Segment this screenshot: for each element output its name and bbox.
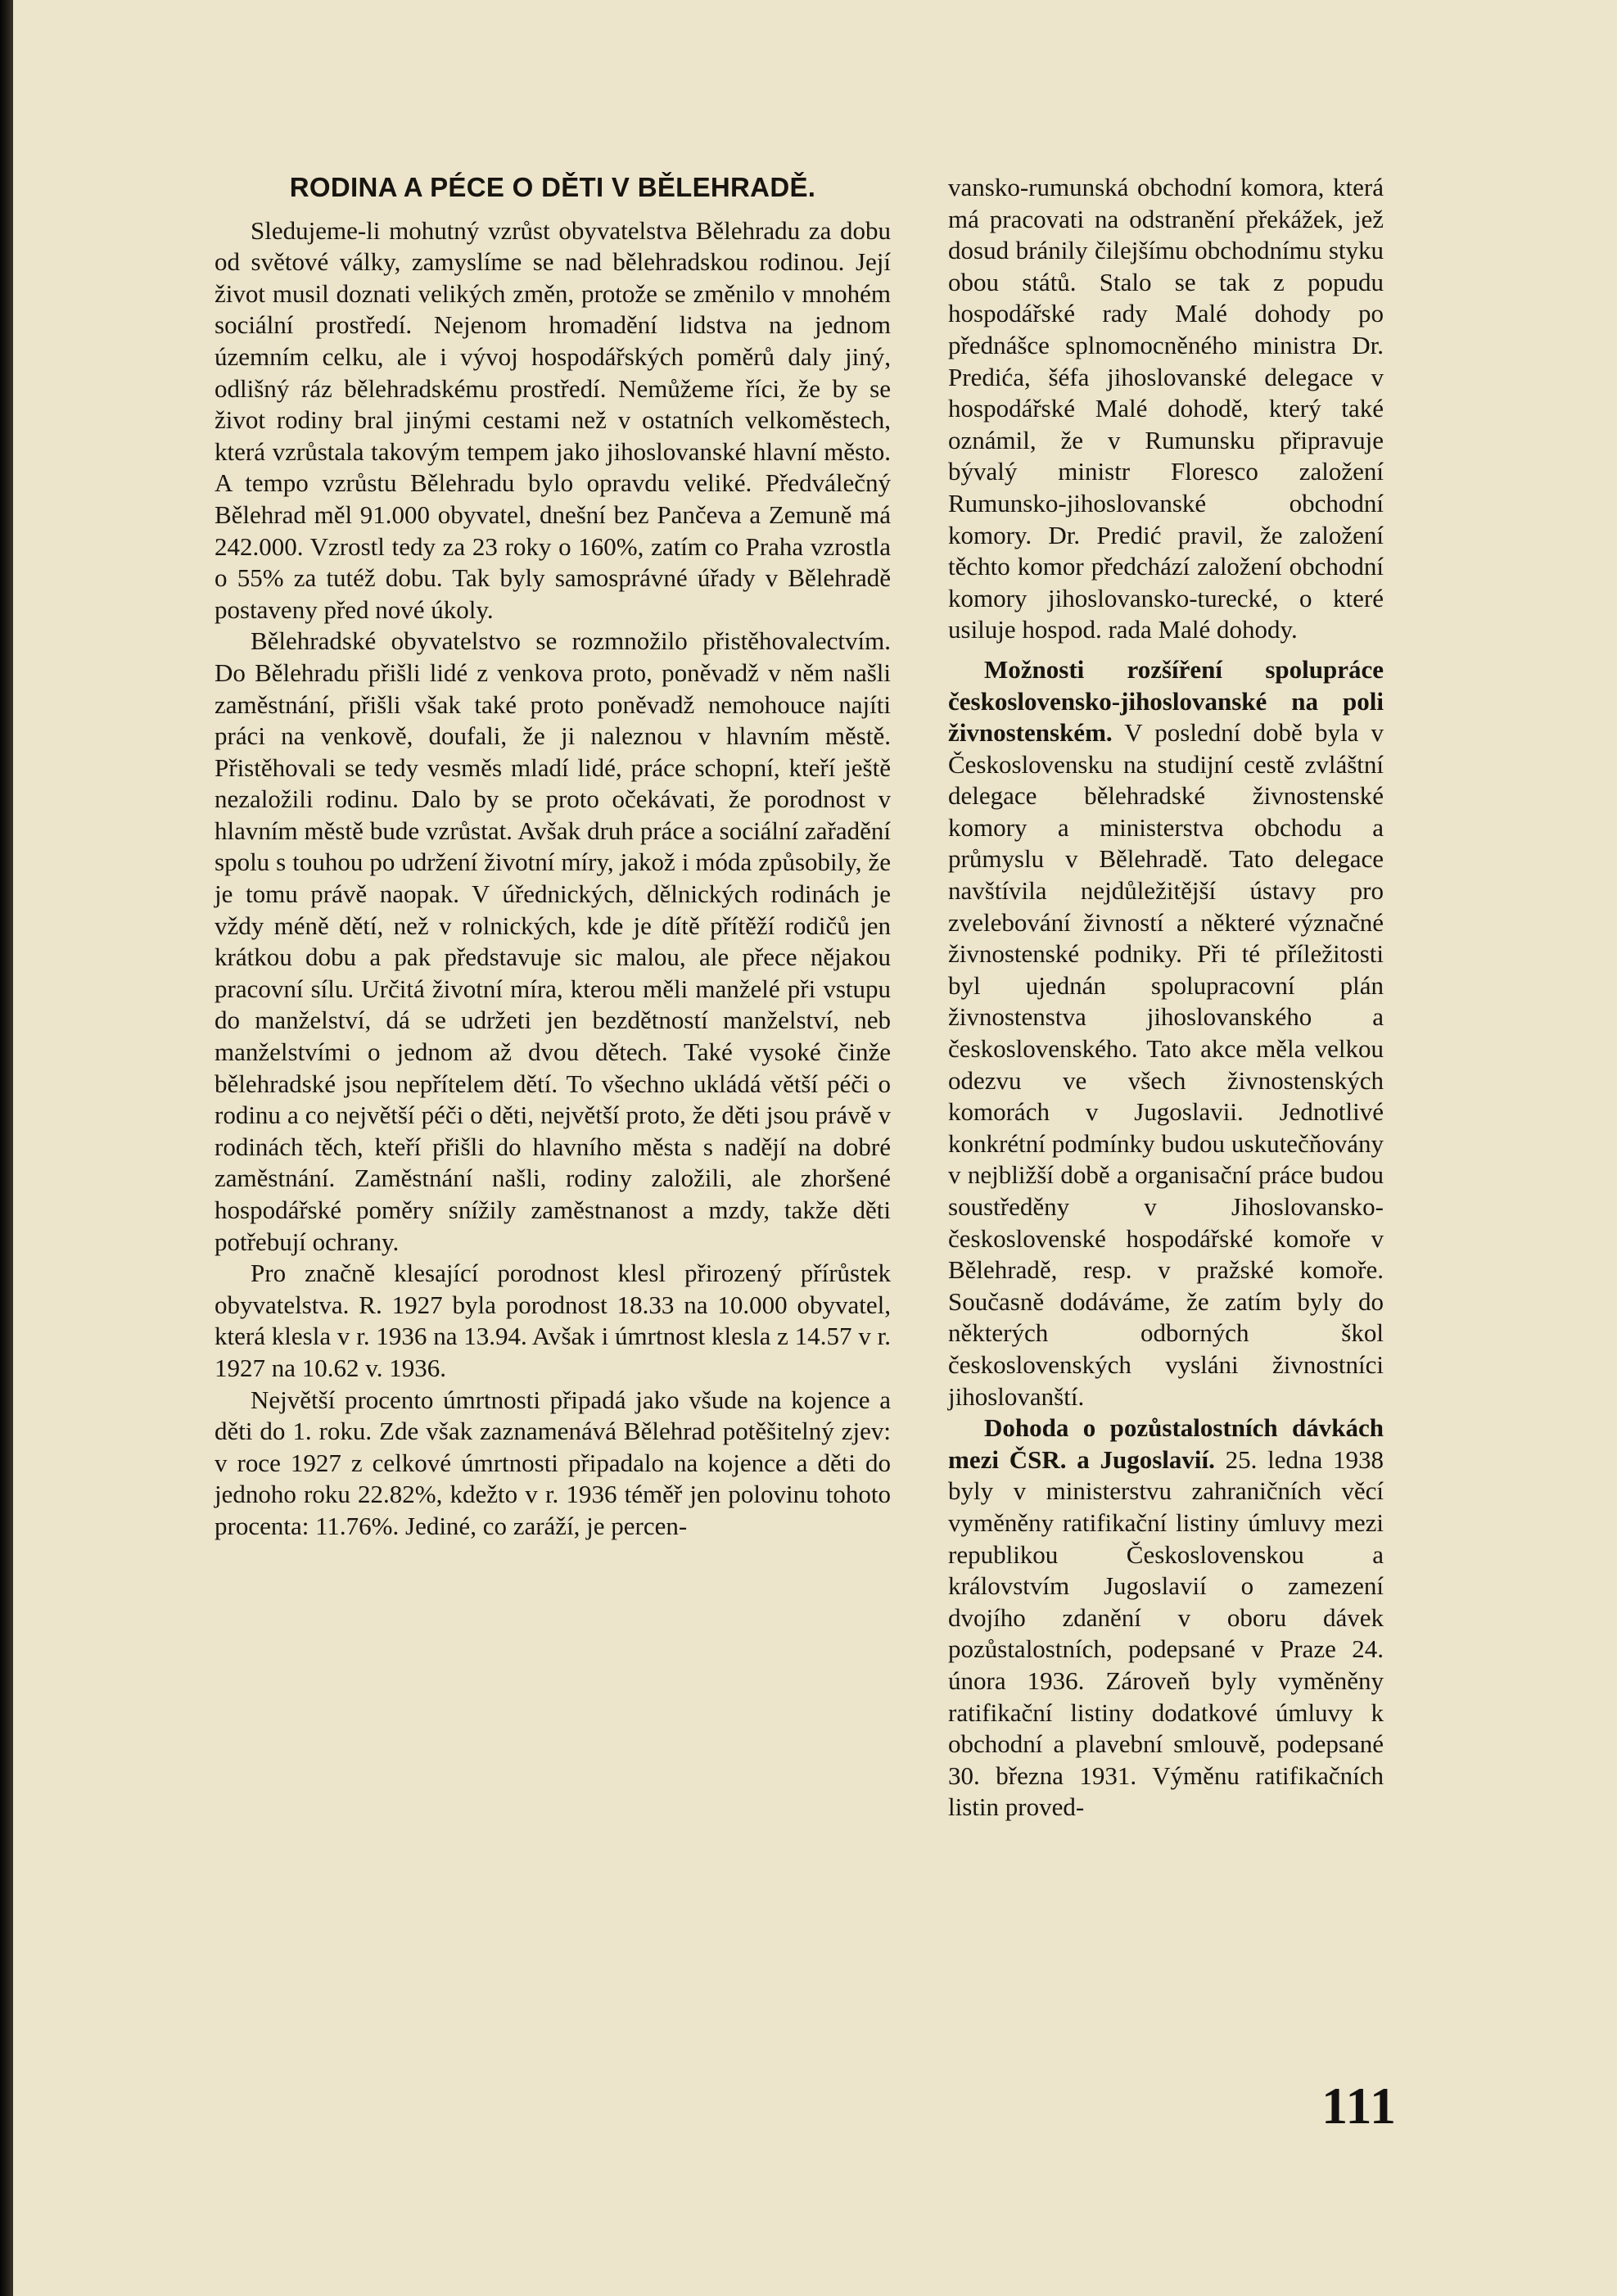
document-page <box>13 0 1617 2296</box>
left-column <box>215 172 891 1543</box>
paragraph: Sledujeme-li mohutný vzrůst obyvatelstva Bělehradu za dobu od světové války, zamyslíme se nad bělehradskou rodinou. Její život musil doznati velikých změn, protože se změnilo v mnohém sociální prostředí. Nejenom hromadění lidstva na jednom územním celku, ale i vývoj hospodářských poměrů daly jiný, odlišný ráz bělehradskému prostředí. Nemůžeme říci, že by se život rodiny bral jinými cestami než v ostatních velkoměstech, která vzrůstala takovým tempem jako jihoslovanské hlavní město. A tempo vzrůstu Bělehradu bylo opravdu veliké. Předválečný Bělehrad měl 91.000 obyvatel, dnešní bez Pančeva a Zemuně má 242.000. Vzrostl tedy za 23 roky o 160%, zatím co Praha vzrostla o 55% za tutéž dobu. Tak byly samosprávné úřady v Bělehradě postaveny před nové úkoly. <box>215 215 891 624</box>
right-column <box>948 172 1384 1824</box>
paragraph: Bělehradské obyvatelstvo se rozmnožilo přistěhovalectvím. Do Bělehradu přišli lidé z venkova proto, poněvadž v něm našli zaměstnání, přišli však také proto poněvadž nemohouce najíti práci na venkově, doufali, že ji naleznou v hlavním městě. Přistěhovali se tedy vesměs mladí lidé, práce schopní, kteří ještě nezaložili rodinu. Dalo by se proto očekávati, že porodnost v hlavním městě bude vzrůstat. Avšak druh práce a sociální zařadění spolu s touhou po udržení životní míry, jakož i móda způsobily, že je tomu právě naopak. V úřednických, dělnických rodinách je vždy méně dětí, než v rolnických, kde je dítě přítěží rodičů jen krátkou dobu a pak představuje sic malou, ale přece nějakou pracovní sílu. Určitá životní míra, kterou měli manželé při vstupu do manželství, dá se udržeti jen bezdětností manželství, neb manželstvími o jednom až dvou dětech. Také vysoké činže bělehradské jsou nepřítelem dětí. To všechno ukládá větší péči o rodinu a co největší péči o děti, největší proto, že děti jsou právě v rodinách těch, kteří přišli do hlavního města s nadějí na dobré zaměstnání. Zaměstnání našli, rodiny založili, ale zhoršené hospodářské poměry snížily zaměstnanost a mzdy, takže děti potřebují ochrany. <box>215 626 891 1256</box>
news-item-heading: Možnosti rozšíření spolupráce československo-jihoslovanské na poli živnostenském. <box>948 654 1384 748</box>
news-item-text: V poslední době byla v Československu na studijní cestě zvláštní delegace bělehradské živnostenské komory a ministerstva obchodu a průmyslu v Bělehradě. Tato delegace navštívila nejdůležitější ústavy pro zvelebování živností a některé význačné živnostenské podniky. Při té příležitosti byl ujednán spolupracovní plán živnostenstva jihoslovanského a československého. Tato akce měla velkou odezvu ve všech živnostenských komorách v Jugoslavii. Jednotlivé konkrétní podmínky budou uskutečňovány v nejbližší době a organisační práce budou soustředěny v Jihoslovansko-československé hospodářské komoře v Bělehradě, resp. v pražské komoře. Současně dodáváme, že zatím byly do některých odborných škol československých vysláni živnostníci jihoslovanští. <box>948 718 1384 1411</box>
news-item-trade-cooperation <box>948 654 1384 1412</box>
paragraph: Největší procento úmrtnosti připadá jako všude na kojence a děti do 1. roku. Zde však zaznamenává Bělehrad potěšitelný zjev: v roce 1927 z celkové úmrtnosti připadalo na kojence a děti do jednoho roku 22.82%, kdežto v r. 1936 téměř jen polovinu tohoto procenta: 11.76%. Jediné, co zaráží, je percen- <box>215 1385 891 1540</box>
news-item-text: 25. ledna 1938 byly v ministerstvu zahraničních věcí vyměněny ratifikační listiny úmluvy mezi republikou Československou a královstvím Jugoslavií o zamezení dvojího zdanění v oboru dávek pozůstalostních, podepsané v Praze 24. února 1936. Zároveň byly vyměněny ratifikační listiny dodatkové úmluvy k obchodní a plavební smlouvě, podepsané 30. března 1931. Výměnu ratifikačních listin proved- <box>948 1444 1384 1822</box>
news-item-body <box>948 1412 1384 1824</box>
paragraph: Pro značně klesající porodnost klesl přirozený přírůstek obyvatelstva. R. 1927 byla porodnost 18.33 na 10.000 obyvatel, která klesla v r. 1936 na 13.94. Avšak i úmrtnost klesla z 14.57 v r. 1927 na 10.62 v. 1936. <box>215 1259 891 1382</box>
news-item-inheritance-agreement <box>948 1412 1384 1824</box>
article-title: RODINA A PÉCE O DĚTI V BĚLEHRADĚ. <box>289 172 816 202</box>
news-item-heading: Dohoda o pozůstalostních dávkách mezi ČSR. a Jugoslavií. <box>948 1413 1384 1474</box>
continued-paragraph: vansko-rumunská obchodní komora, která má pracovati na odstranění překážek, jež dosud bránily čilejšímu obchodnímu styku obou států. Stalo se tak z popudu hospodářské rady Malé dohody po přednášce splnomocněného ministra Dr. Predića, šéfa jihoslovanské delegace v hospodářské Malé dohodě, který také oznámil, že v Rumunsku připravuje bývalý ministr Floresco založení Rumunsko-jihoslovanské obchodní komory. Dr. Predić pravil, že založení těchto komor předchází založení obchodní komory jihoslovansko-turecké, o které usiluje hospod. rada Malé dohody. <box>948 173 1384 644</box>
page-number: 111 <box>1321 2077 1397 2135</box>
news-item-body <box>948 654 1384 1412</box>
book-binding-edge <box>0 0 13 2296</box>
